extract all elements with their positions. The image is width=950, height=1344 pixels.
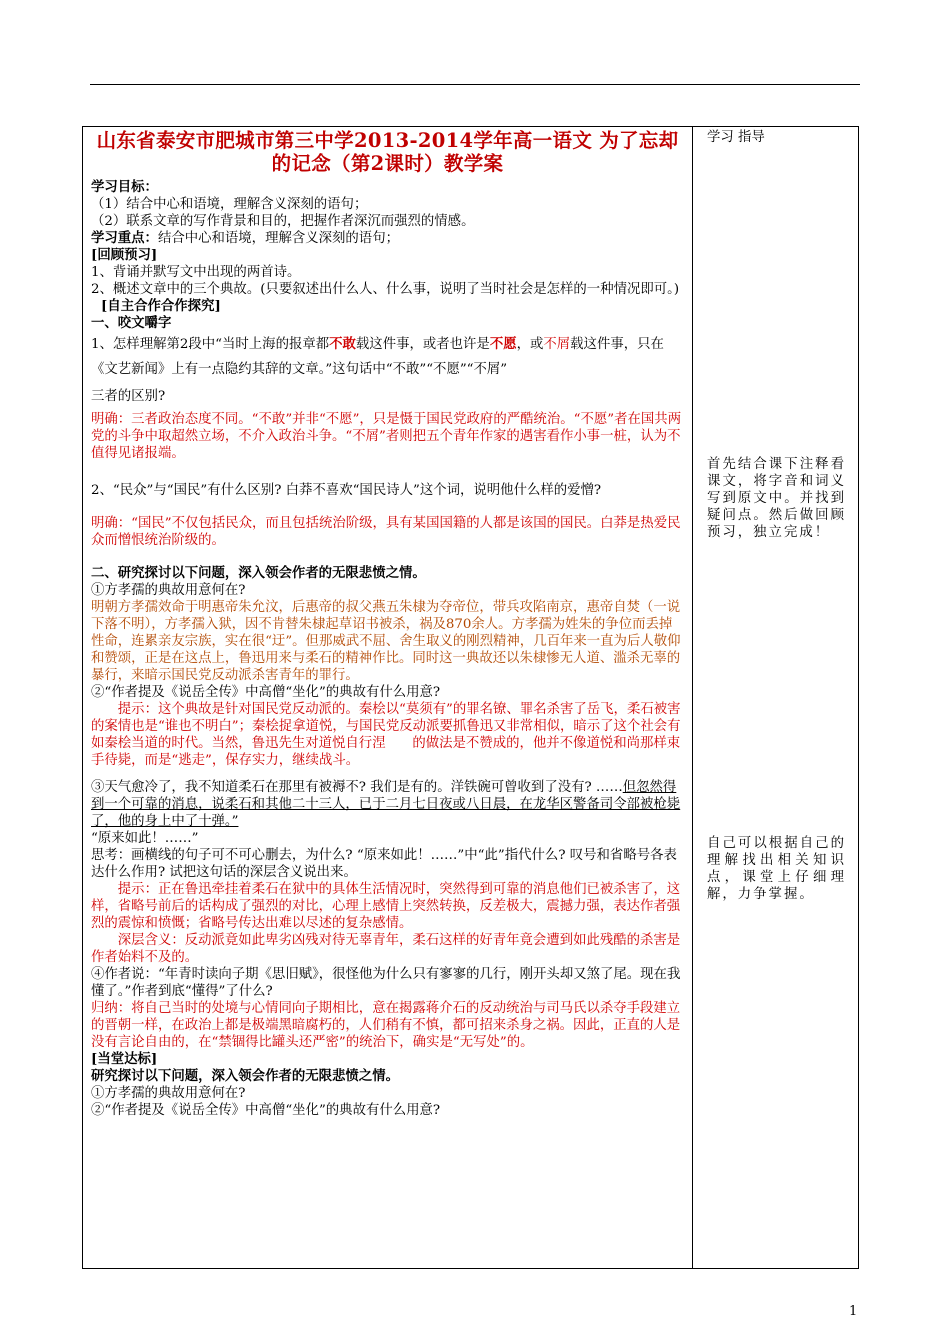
section-2-heading: 二、研究探讨以下问题，深入领会作者的无限悲愤之情。 <box>91 565 426 581</box>
answer-1: 明确：三者政治态度不同。“不敢”并非“不愿”，只是慑于国民党政府的严酷统治。“不愿”者在国共两党的斗争中取超然立场，不介入政治斗争。“不屑”者则把五个青年作家的遇害看作小事一桩，认为不值得见诸报端。 <box>91 412 682 461</box>
objective-2: （2）联系文章的写作背景和目的，把握作者深沉而强烈的情感。 <box>91 214 475 229</box>
s3-underlined-sentence: 但忽然得到一个可靠的消息，说柔石和其他二十三人，已于二月七日夜或八日晨，在龙华区警备司令部被枪毙了，他的身上中了十弹。” <box>91 780 681 829</box>
guidance-column <box>693 127 858 1268</box>
question-1 <box>91 332 684 382</box>
objective-1: （1）结合中心和语境，理解含义深刻的语句； <box>91 197 368 212</box>
page-number: 1 <box>849 1304 858 1319</box>
main-column <box>83 127 693 1268</box>
sub-question-2: ②“作者提及《说岳全传》中高僧“坐化”的典故有什么用意? <box>91 685 441 700</box>
sub-question-1: ①方孝孺的典故用意何在? <box>91 583 246 598</box>
q1-bu-yuan: 不愿 <box>489 336 517 352</box>
sub-question-3 <box>91 779 684 830</box>
drill-heading: [当堂达标] <box>91 1051 158 1067</box>
sub-answer-4: 归纳：将自己当时的处境与心情同向子期相比，意在揭露蒋介石的反动统治与司马氏以杀夺手段建立的晋朝一样，在政治上都是极端黑暗腐朽的，人们稍有不慎，都可招来杀身之祸。因此，正直的人是没有言论自由的，在“禁锢得比罐头还严密”的统治下，确实是“无写处”的。 <box>91 1001 681 1050</box>
q1-part-d: 载这件事，只在《文艺新闻》上有一点隐约其辞的文章。”这句话中“不敢”“不愿”“不屑” <box>91 337 664 377</box>
s3-exclamation: “原来如此！……” <box>91 831 199 846</box>
s3-hint: 提示：正在鲁迅牵挂着柔石在狱中的具体生活情况时，突然得到可靠的消息他们已被杀害了，这样，省略号前后的话构成了强烈的对比，心理上感情上突然转换，反差极大，震撼力强，表达作者强烈的震惊和愤慨；省略号传达出难以尽述的复杂感情。 <box>91 882 681 931</box>
focus-text: 结合中心和语境，理解含义深刻的语句； <box>157 231 399 246</box>
review-item-2: 2、概述文章中的三个典故。(只要叙述出什么人、什么事，说明了当时社会是怎样的一种情况即可。) <box>91 282 680 297</box>
s3-think: 思考：画横线的句子可不可心删去，为什么? “原来如此！……”中“此”指代什么? 叹号和省略号各表达什么作用? 试把这句话的深层含义说出来。 <box>91 848 677 880</box>
sub-answer-1: 明朝方孝孺效命于明惠帝朱允汶，后惠帝的叔父燕五朱棣为夺帝位，带兵攻陷南京，惠帝自焚（一说下落不明），方孝孺入狱，因不肯替朱棣起草诏书被杀，祸及870余人。方孝孺为姓朱的争位而丢掉性命，连累亲友宗族，实在很“迂”。但那威武不屈、舍生取义的刚烈精神，几百年来一直为后人敬仰和赞颂，正是在这点上，鲁迅用来与柔石的精神作比。同时这一典故还以朱棣惨无人道、滥杀无辜的暴行，来暗示国民党反动派杀害青年的罪行。 <box>91 600 681 683</box>
drill-item-1: ①方孝孺的典故用意何在? <box>91 1086 246 1101</box>
sub-answer-2: 提示：这个典故是针对国民党反动派的。秦桧以“莫须有”的罪名镣、罪名杀害了岳飞，柔石被害的案情也是“谁也不明白”；秦桧捉拿道悦，与国民党反动派要抓鲁迅又非常相似，暗示了这个社会有如秦桧当道的时代。当然，鲁迅先生对道悦自行涅 的做法是不赞成的，他并不像道悦和尚那样束手待毙，而是“逃走”，保存实力，继续战斗。 <box>91 702 681 768</box>
page-title: 山东省泰安市肥城市第三中学2013-2014学年高一语文 为了忘却的记念（第2课时）教学案 <box>96 129 679 175</box>
review-item-1: 1、背诵并默写文中出现的两首诗。 <box>91 265 301 280</box>
guidance-note-2: 自己可以根据自己的理解找出相关知识点，课堂上仔细理解，力争掌握。 <box>707 836 846 902</box>
header-rule <box>90 84 860 85</box>
drill-intro: 研究探讨以下问题，深入领会作者的无限悲愤之情。 <box>91 1068 399 1084</box>
q1-part-b: 载这件事，或者也许是 <box>355 337 490 352</box>
question-2: 2、“民众”与“国民”有什么区别? 白莽不喜欢“国民诗人”这个词，说明他什么样的爱憎? <box>91 483 602 498</box>
lesson-table <box>82 126 859 1269</box>
q1-part-c: ，或 <box>516 337 544 352</box>
question-1-tail: 三者的区别? <box>91 389 166 404</box>
sub-question-4: ④作者说：“年青时读向子期《思旧赋》，很怪他为什么只有寥寥的几行，刚开头却又煞了尾。现在我懂了。”作者到底“懂得”了什么? <box>91 967 681 999</box>
s3-quote-start: ③天气愈冷了，我不知道柔石在那里有被褥不? 我们是有的。洋铁碗可曾收到了没有? …… <box>91 780 623 795</box>
focus-label: 学习重点： <box>91 230 158 246</box>
section-1-heading: 一、咬文嚼字 <box>91 315 172 331</box>
review-heading: [回顾预习] <box>91 247 158 263</box>
guidance-heading: 学习 指导 <box>707 130 765 145</box>
objectives-heading: 学习目标： <box>91 179 158 195</box>
explore-heading: [自主合作合作探究] <box>101 298 221 314</box>
drill-item-2: ②“作者提及《说岳全传》中高僧“坐化”的典故有什么用意? <box>91 1103 441 1118</box>
q1-part-a: 1、怎样理解第2段中“当时上海的报章都 <box>91 337 330 352</box>
focus-line <box>91 230 684 247</box>
s3-deep-meaning: 深层含义：反动派竟如此卑劣凶残对待无辜青年，柔石这样的好青年竟会遭到如此残酷的杀害是作者始料不及的。 <box>91 933 681 965</box>
q1-bu-xie: 不屑 <box>543 337 571 352</box>
q1-bu-gan: 不敢 <box>329 336 356 352</box>
answer-2: 明确：“国民”不仅包括民众，而且包括统治阶级，具有某国国籍的人都是该国的国民。白莽是热爱民众而憎恨统治阶级的。 <box>91 516 681 548</box>
guidance-note-1: 首先结合课下注释看课文，将字音和词义写到原文中。并找到疑问点。然后做回顾预习，独立完成！ <box>707 457 846 540</box>
